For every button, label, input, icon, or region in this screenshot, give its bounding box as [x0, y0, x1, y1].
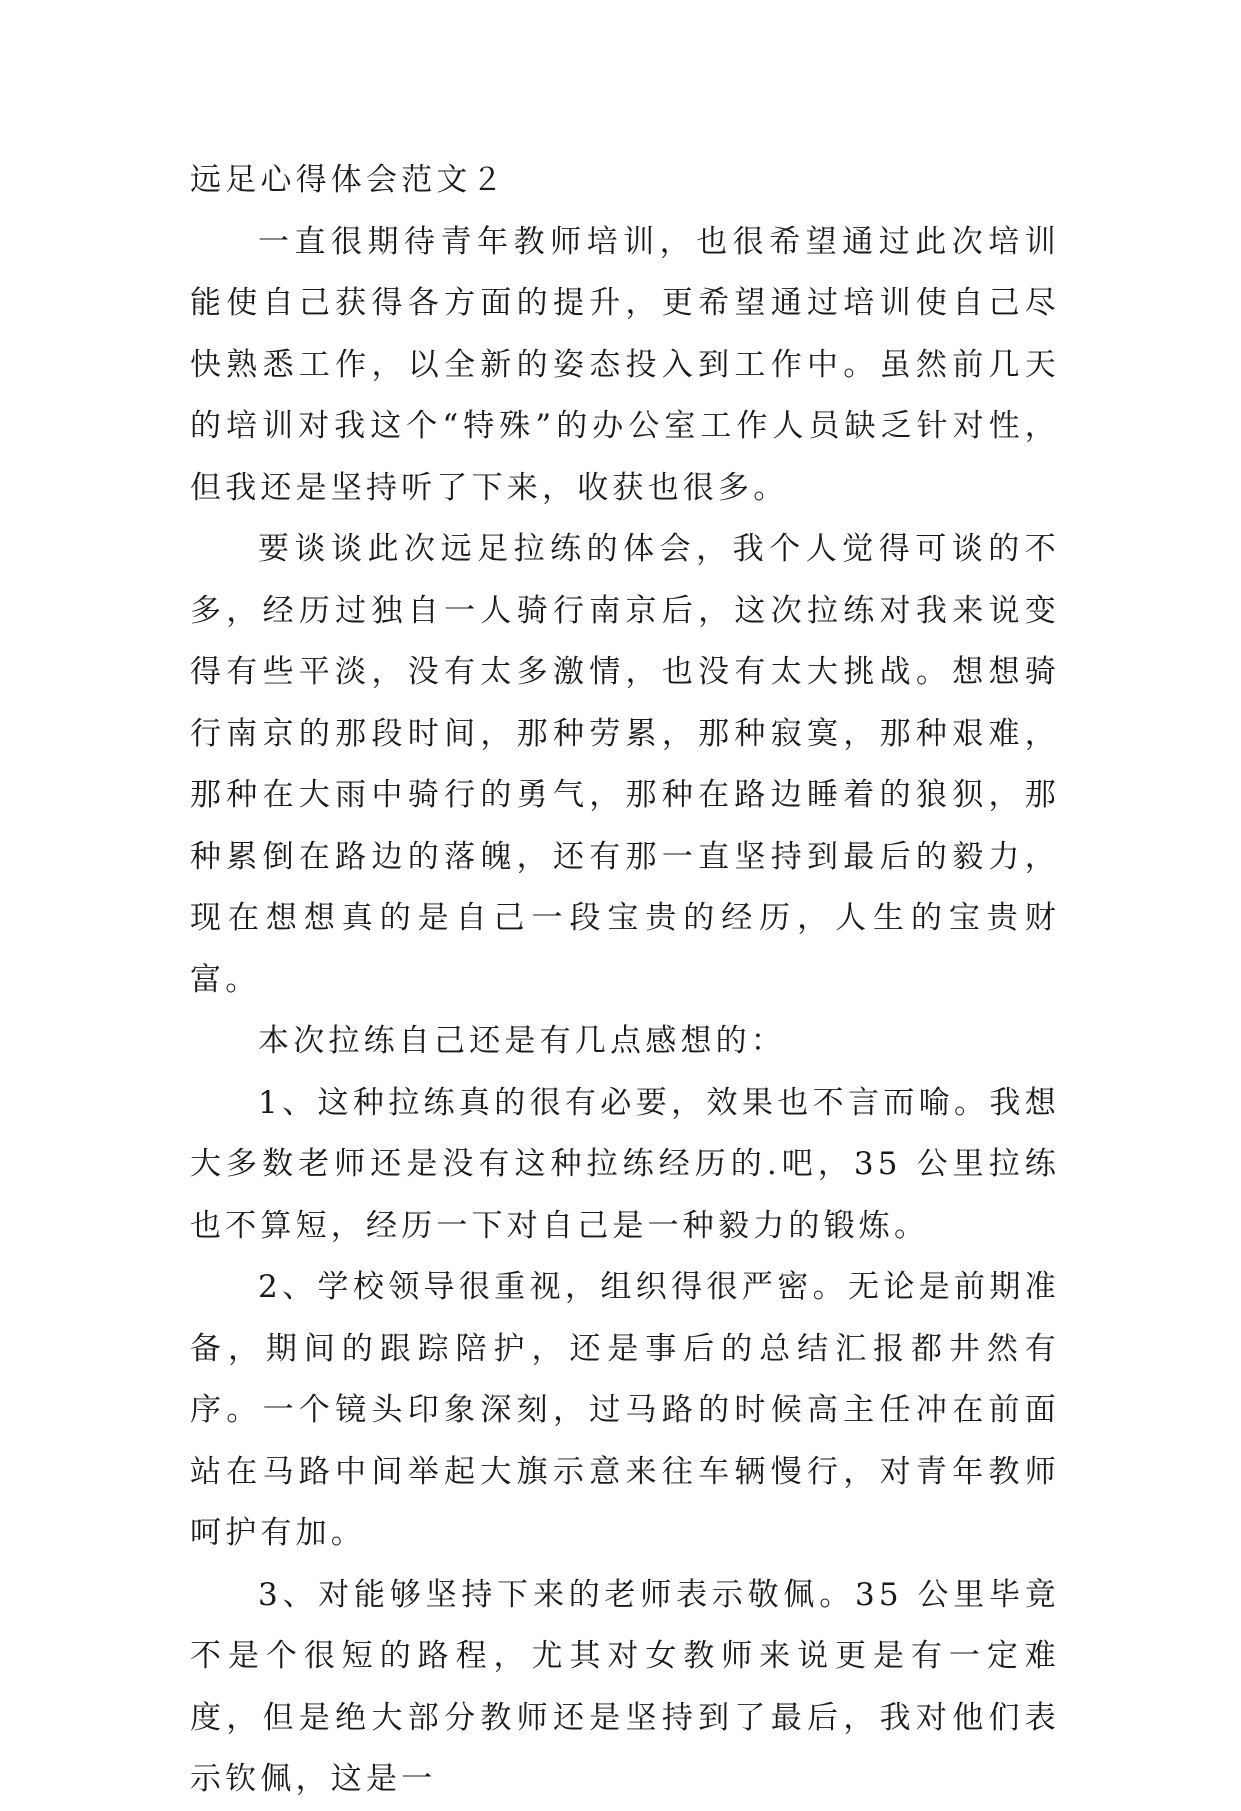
document-title: 远足心得体会范文２ [190, 162, 507, 198]
paragraph-reflections-heading: 本次拉练自己还是有几点感想的： [258, 1023, 786, 1059]
paragraph-point-2: 2、学校领导很重视，组织得很严密。无论是前期准备，期间的跟踪陪护，还是事后的总结汇报都井然有序。一个镜头印象深刻，过马路的时候高主任冲在前面站在马路中间举起大旗示意来往车辆慢行，对青年教师呵护有加。 [190, 1269, 1060, 1551]
paragraph-point-1: 1、这种拉练真的很有必要，效果也不言而喻。我想大多数老师还是没有这种拉练经历的.吧，35 公里拉练也不算短，经历一下对自己是一种毅力的锻炼。 [190, 1084, 1060, 1244]
document-body [190, 150, 1060, 1811]
paragraph-experience: 要谈谈此次远足拉练的体会，我个人觉得可谈的不多，经历过独自一人骑行南京后，这次拉练对我来说变得有些平淡，没有太多激情，也没有太大挑战。想想骑行南京的那段时间，那种劳累，那种寂寞，那种艰难，那种在大雨中骑行的勇气，那种在路边睡着的狼狈，那种累倒在路边的落魄，还有那一直坚持到最后的毅力，现在想想真的是自己一段宝贵的经历，人生的宝贵财富。 [190, 531, 1060, 998]
paragraph-intro: 一直很期待青年教师培训，也很希望通过此次培训能使自己获得各方面的提升，更希望通过培训使自己尽快熟悉工作，以全新的姿态投入到工作中。虽然前几天的培训对我这个“特殊”的办公室工作人员缺乏针对性，但我还是坚持听了下来，收获也很多。 [190, 223, 1060, 506]
paragraph-point-3: 3、对能够坚持下来的老师表示敬佩。35 公里毕竟不是个很短的路程，尤其对女教师来说更是有一定难度，但是绝大部分教师还是坚持到了最后，我对他们表示钦佩，这是一 [190, 1576, 1060, 1797]
